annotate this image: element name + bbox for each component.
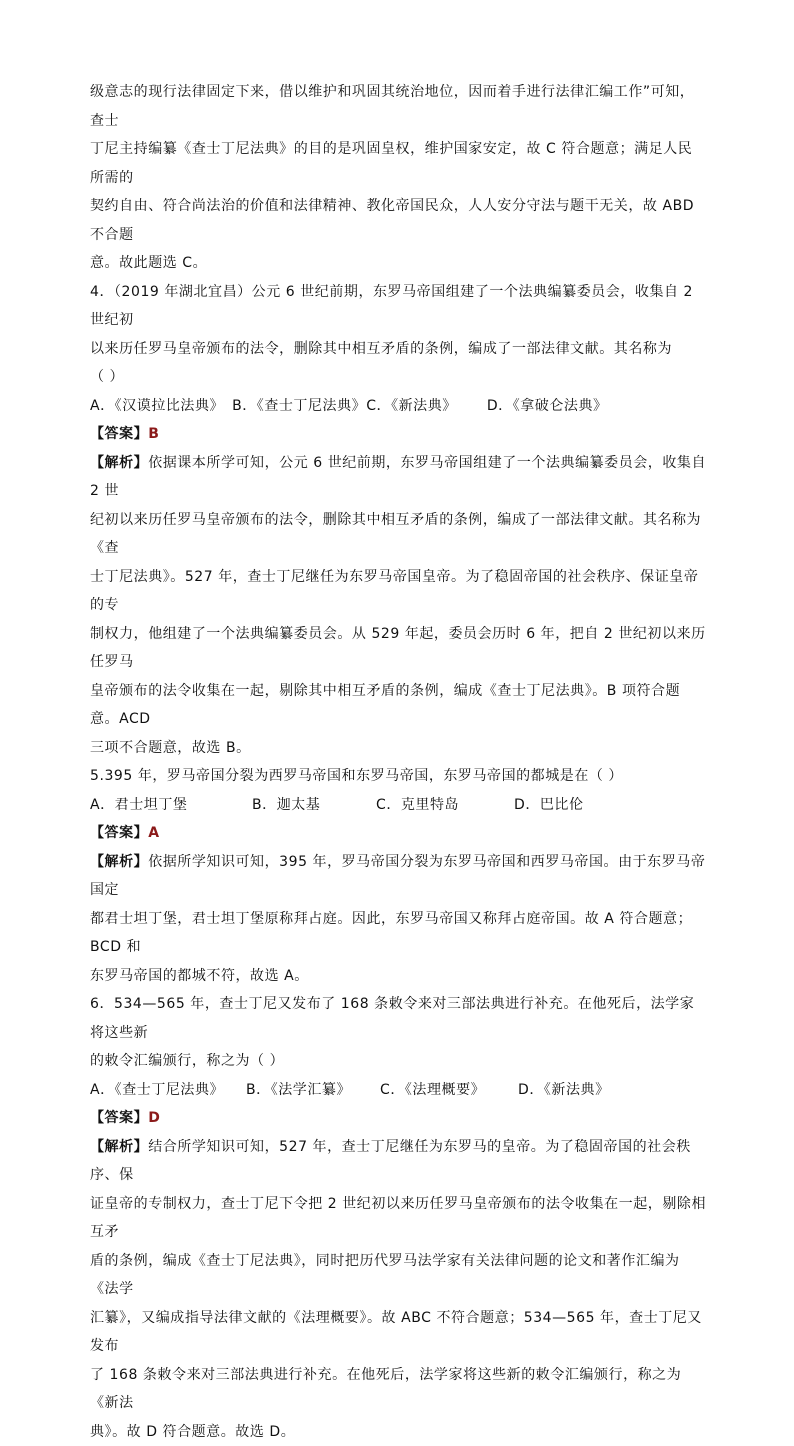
option-b: B．迦太基: [252, 791, 376, 820]
analysis-text: 士丁尼法典》。527 年，查士丁尼继任为东罗马帝国皇帝。为了稳固帝国的社会秩序、保证皇帝的专: [90, 563, 706, 620]
question-stem: 的敕令汇编颁行，称之为（ ）: [90, 1047, 706, 1076]
option-d: D．巴比伦: [514, 791, 584, 820]
option-a: A．君士坦丁堡: [90, 791, 252, 820]
document-page: [90, 78, 706, 1446]
analysis-text: 依据所学知识可知，395 年，罗马帝国分裂为东罗马帝国和西罗马帝国。由于东罗马帝国定: [90, 854, 705, 899]
option-c: C．《法理概要》: [380, 1076, 518, 1105]
question-options: [90, 791, 706, 820]
answer-line: [90, 1104, 706, 1133]
analysis-text: 依据课本所学可知，公元 6 世纪前期，东罗马帝国组建了一个法典编纂委员会，收集自 2 世: [90, 455, 706, 500]
previous-question-analysis-continued: [90, 78, 706, 278]
analysis-text: 证皇帝的专制权力，查士丁尼下令把 2 世纪初以来历任罗马皇帝颁布的法令收集在一起，剔除相互矛: [90, 1190, 706, 1247]
answer-value: D: [148, 1110, 160, 1126]
answer-tag: 【答案】: [90, 825, 148, 841]
question-stem: 6．534—565 年，查士丁尼又发布了 168 条敕令来对三部法典进行补充。在他死后，法学家将这些新: [90, 990, 706, 1047]
option-b: B．《法学汇纂》: [246, 1076, 380, 1105]
option-d: D．《拿破仑法典》: [487, 392, 608, 421]
analysis-text: 皇帝颁布的法令收集在一起，剔除其中相互矛盾的条例，编成《查士丁尼法典》。B 项符合题意。ACD: [90, 677, 706, 734]
option-b: B．《查士丁尼法典》: [232, 392, 366, 421]
question-5: [90, 762, 706, 990]
analysis-text: 结合所学知识可知，527 年，查士丁尼继任为东罗马的皇帝。为了稳固帝国的社会秩序、保: [90, 1139, 691, 1184]
answer-value: A: [148, 825, 159, 841]
analysis-text: 了 168 条敕令来对三部法典进行补充。在他死后，法学家将这些新的敕令汇编颁行，称之为《新法: [90, 1361, 706, 1418]
analysis-text: 制权力，他组建了一个法典编纂委员会。从 529 年起，委员会历时 6 年，把自 2 世纪初以来历任罗马: [90, 620, 706, 677]
analysis-text: 东罗马帝国的都城不符，故选 A。: [90, 962, 706, 991]
analysis-tag: 【解析】: [90, 455, 148, 471]
option-a: A．《查士丁尼法典》: [90, 1076, 246, 1105]
analysis-line: [90, 449, 706, 506]
analysis-tag: 【解析】: [90, 854, 148, 870]
option-c: C．《新法典》: [366, 392, 457, 421]
question-stem: 5.395 年，罗马帝国分裂为西罗马帝国和东罗马帝国，东罗马帝国的都城是在（ ）: [90, 762, 706, 791]
answer-line: [90, 819, 706, 848]
question-options: [90, 392, 706, 421]
question-stem: 以来历任罗马皇帝颁布的法令，删除其中相互矛盾的条例，编成了一部法律文献。其名称为: [90, 335, 706, 364]
question-options: [90, 1076, 706, 1105]
option-d: D．《新法典》: [518, 1076, 610, 1105]
option-c: C．克里特岛: [376, 791, 514, 820]
question-stem: （ ）: [90, 363, 706, 392]
question-4: [90, 278, 706, 763]
analysis-text: 盾的条例，编成《查士丁尼法典》，同时把历代罗马法学家有关法律问题的论文和著作汇编为《法学: [90, 1247, 706, 1304]
analysis-tag: 【解析】: [90, 1139, 148, 1155]
question-6: [90, 990, 706, 1446]
analysis-text: 三项不合题意，故选 B。: [90, 734, 706, 763]
analysis-text: 纪初以来历任罗马皇帝颁布的法令，删除其中相互矛盾的条例，编成了一部法律文献。其名称为《查: [90, 506, 706, 563]
analysis-line: [90, 1133, 706, 1190]
text-line: 契约自由、符合尚法治的价值和法律精神、教化帝国民众，人人安分守法与题干无关，故 ABD 不合题: [90, 192, 706, 249]
text-line: 丁尼主持编纂《查士丁尼法典》的目的是巩固皇权，维护国家安定，故 C 符合题意；满足人民所需的: [90, 135, 706, 192]
answer-tag: 【答案】: [90, 1110, 148, 1126]
analysis-line: [90, 848, 706, 905]
text-line: 级意志的现行法律固定下来，借以维护和巩固其统治地位，因而着手进行法律汇编工作”可知，查士: [90, 78, 706, 135]
analysis-text: 典》。故 D 符合题意。故选 D。: [90, 1418, 706, 1446]
analysis-text: 汇纂》，又编成指导法律文献的《法理概要》。故 ABC 不符合题意；534—565 年，查士丁尼又发布: [90, 1304, 706, 1361]
question-stem: 4．（2019 年湖北宜昌）公元 6 世纪前期，东罗马帝国组建了一个法典编纂委员会，收集自 2 世纪初: [90, 278, 706, 335]
text-line: 意。故此题选 C。: [90, 249, 706, 278]
answer-tag: 【答案】: [90, 426, 148, 442]
analysis-text: 都君士坦丁堡，君士坦丁堡原称拜占庭。因此，东罗马帝国又称拜占庭帝国。故 A 符合题意；BCD 和: [90, 905, 706, 962]
answer-value: B: [148, 426, 159, 442]
answer-line: [90, 420, 706, 449]
option-a: A．《汉谟拉比法典》: [90, 392, 224, 421]
